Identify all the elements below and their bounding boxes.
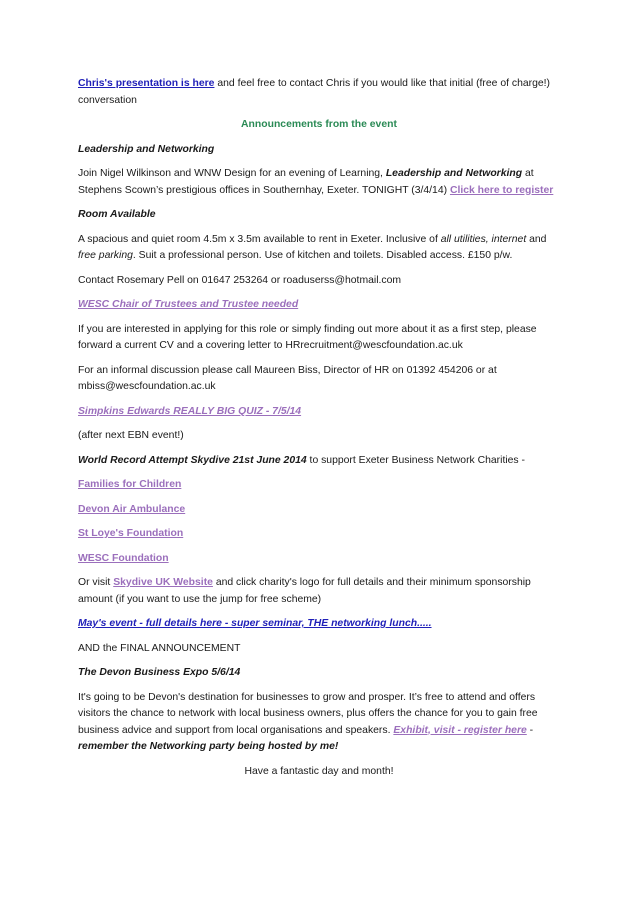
leadership-bold: Leadership and Networking [385,168,523,179]
visit-text-1: Or visit [78,577,114,588]
skydive-paragraph [78,453,560,470]
leadership-heading: Leadership and Networking [78,143,215,155]
quiz-link-paragraph [78,404,560,421]
wesc-paragraph-1: If you are interested in applying for this role or simply finding out more about it as a first step, please forward a current CV and a covering letter to HRrecruitment@wescfoundation.ac.uk [78,323,537,351]
room-heading: Room Available [78,209,156,220]
charity-item [78,502,560,519]
charity-link-wesc[interactable]: WESC Foundation [78,552,169,564]
visit-text-2: and click charity's logo for full details and their minimum sponsorship amount (if you want to use the jump for free scheme) [78,577,531,605]
wesc-trustees-link[interactable]: WESC Chair of Trustees and Trustee needed [78,299,299,310]
leadership-register-link[interactable]: Click here to register [449,184,554,196]
room-italic-3: free parking [78,250,133,261]
room-italic-2: internet [491,233,527,245]
expo-heading: The Devon Business Expo 5/6/14 [78,667,241,678]
skydive-text: to support Exeter Business Network Charities - [306,454,525,466]
quiz-link[interactable]: Simpkins Edwards REALLY BIG QUIZ - 7/5/14 [78,405,302,417]
document-page [78,76,560,788]
expo-party-note: remember the Networking party being hosted by me! [78,741,339,752]
closing-line: Have a fantastic day and month! [244,765,394,777]
charity-link-air-ambulance[interactable]: Devon Air Ambulance [78,503,186,515]
leadership-text-2: at Stephens Scown’s prestigious offices in Southernhay, Exeter. TONIGHT (3/4/14) [78,168,534,196]
room-text-1: A spacious and quiet room 4.5m x 3.5m available to rent in Exeter. Inclusive of [78,233,441,245]
room-text-3: and [526,233,547,245]
skydive-visit-paragraph [78,575,560,608]
wesc-paragraph-2: For an informal discussion please call Maureen Biss, Director of HR on 01392 454206 or at mbiss@wescfoundation.ac.uk [78,364,497,392]
mays-event-link[interactable]: May's event - full details here - super seminar, THE networking lunch..... [78,618,432,629]
wesc-link-paragraph [78,297,560,314]
charity-link-st-loyes[interactable]: St Loye's Foundation [78,528,184,539]
expo-paragraph [78,690,560,756]
expo-text-2: - [526,724,534,736]
skydive-uk-link[interactable]: Skydive UK Website [113,577,213,588]
charity-item [78,526,560,543]
final-announce: AND the FINAL ANNOUNCEMENT [78,642,241,654]
room-contact: Contact Rosemary Pell on 01647 253264 or roaduserss@hotmail.com [78,274,402,286]
room-paragraph [78,232,560,265]
chris-presentation-link[interactable]: Chris's presentation is here [78,78,215,89]
charity-link-families[interactable]: Families for Children [78,479,182,490]
leadership-text-1: Join Nigel Wilkinson and WNW Design for an evening of Learning, [78,168,386,179]
intro-paragraph [78,76,560,109]
announcements-heading-text: Announcements from the event [241,119,397,130]
quiz-note: (after next EBN event!) [78,430,184,441]
intro-text: and feel free to contact Chris if you would like that initial (free of charge!) conversation [78,78,551,106]
expo-text-1: It's going to be Devon's destination for businesses to grow and prosper. It’s free to attend and offers visitors the chance to network with local business owners, plus offers the chance for you to gain free business advice and support from local organisations and speakers. [78,691,538,736]
skydive-bold: World Record Attempt Skydive 21st June 2014 [78,454,307,466]
charity-item [78,477,560,494]
mays-event-paragraph [78,616,560,633]
expo-register-link[interactable]: Exhibit, visit - register here [393,724,527,736]
announcements-heading [78,117,560,134]
room-text-4: . Suit a professional person. Use of kitchen and toilets. Disabled access. £150 p/w. [132,250,513,261]
room-italic-1: all utilities, [440,233,489,245]
leadership-paragraph [78,166,560,199]
charity-item [78,551,560,568]
